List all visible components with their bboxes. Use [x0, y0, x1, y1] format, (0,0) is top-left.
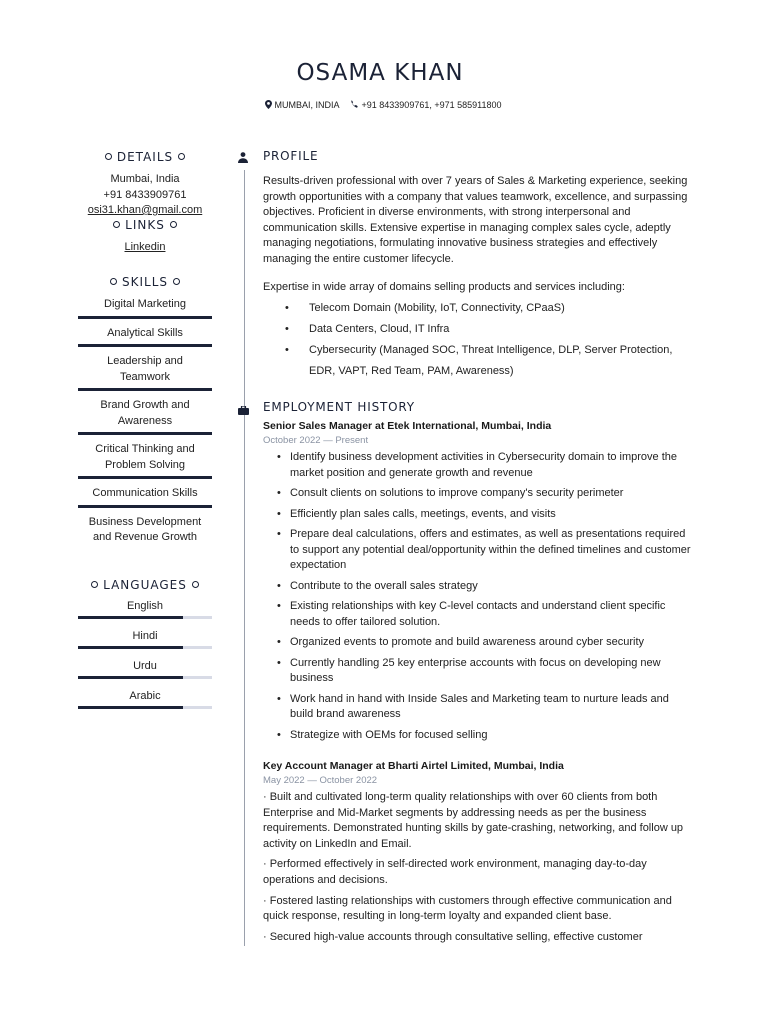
job-bullet: • Efficiently plan sales calls, meetings, events, and visits: [263, 507, 693, 523]
profile-summary: Results-driven professional with over 7 years of Sales & Marketing experience, seeking growth opportunities with a company that values teamwork, excellence, and surpassing objectives. Proficient in diverse environments, with strong interpersonal and communication skills. Extensive expertise in managing complex sales cycle, adeptly managing negotiations, formulating innovative business strategies and effectively managing the entire customer lifecycle.: [263, 175, 688, 265]
profile-section: [263, 174, 693, 382]
circle-icon: [178, 153, 185, 160]
location-pin-icon: [265, 100, 272, 111]
job-bullet: • Organized events to promote and build awareness around cyber security: [263, 635, 693, 651]
domain-item: • Cybersecurity (Managed SOC, Threat Intelligence, DLP, Server Protection, EDR, VAPT, Red Team, PAM, Awareness): [263, 340, 693, 382]
header-location: MUMBAI, INDIA: [274, 100, 340, 110]
person-icon: [238, 150, 248, 168]
expertise-intro: Expertise in wide array of domains selling products and services including:: [263, 280, 625, 293]
candidate-name: OSAMA KHAN: [296, 60, 464, 86]
links-heading: LINKS: [78, 216, 212, 234]
skill-item: Business Development and Revenue Growth: [88, 515, 202, 543]
job-bullet: • Existing relationships with key C-level contacts and understand client specific needs to offer tailored solution.: [277, 600, 666, 628]
bullet-icon: •: [277, 636, 281, 648]
phone-icon: [350, 100, 359, 111]
bullet-icon: •: [285, 344, 289, 357]
job-title: Senior Sales Manager at Etek International, Mumbai, India: [263, 420, 552, 432]
circle-icon: [170, 221, 177, 228]
details-phone: +91 8433909761: [103, 188, 187, 201]
details-heading: DETAILS: [78, 148, 212, 166]
job-paragraph: · Performed effectively in self-directed work environment, managing day-to-day operations and decisions.: [263, 858, 647, 886]
domain-item: • Telecom Domain (Mobility, IoT, Connectivity, CPaaS): [263, 298, 693, 319]
bullet-icon: •: [277, 656, 281, 669]
skill-item: Critical Thinking and Problem Solving: [78, 442, 212, 479]
language-item: English: [78, 599, 212, 619]
bullet-icon: •: [277, 579, 281, 592]
skills-heading: SKILLS: [78, 273, 212, 291]
circle-icon: [110, 278, 117, 285]
contact-line: [0, 100, 766, 111]
language-level-bar: [78, 616, 212, 619]
job-bullet: • Prepare deal calculations, offers and estimates, as well as presentations required to support any potential deal/opportunity within the defined timelines and customer expectation: [277, 528, 691, 571]
skill-item: Analytical Skills: [78, 326, 212, 348]
employment-section: [263, 420, 693, 950]
job-dates: May 2022 — October 2022: [263, 775, 378, 786]
job-bullet: • Identify business development activities in Cybersecurity domain to improve the market position and generate growth and revenue: [277, 451, 678, 479]
circle-icon: [91, 581, 98, 588]
bullet-icon: •: [277, 451, 281, 463]
job-paragraph: · Fostered lasting relationships with customers through effective communication and quick response, resulting in long-term loyalty and expanded client base.: [263, 894, 672, 923]
job-bullet: • Work hand in hand with Inside Sales and Marketing team to nurture leads and build brand awareness: [277, 692, 669, 720]
job-bullet: • Consult clients on solutions to improve company's security perimeter: [263, 486, 693, 502]
job-paragraph: · Secured high-value accounts through consultative selling, effective customer: [263, 930, 643, 943]
job-paragraph: · Built and cultivated long-term quality relationships with over 60 clients from both Enterprise and Mid-Market segments by addressing needs as per the business requirements. Demonstrated hunting skills by gate-crashing, networking, and follow up activity on LinkedIn and Email.: [263, 791, 684, 850]
job-dates: October 2022 — Present: [263, 435, 369, 446]
profile-heading: PROFILE: [263, 149, 319, 163]
bullet-icon: •: [285, 302, 289, 315]
header-phones: +91 8433909761, +971 585911800: [361, 100, 502, 110]
sidebar: [78, 148, 212, 719]
briefcase-icon: [238, 402, 249, 420]
language-level-bar: [78, 646, 212, 649]
bullet-icon: •: [277, 600, 281, 612]
language-level-bar: [78, 706, 212, 709]
skill-item: Communication Skills: [78, 486, 212, 508]
languages-heading: LANGUAGES: [78, 576, 212, 594]
employment-heading: EMPLOYMENT HISTORY: [263, 400, 415, 414]
bullet-icon: •: [285, 323, 289, 336]
bullet-icon: •: [277, 528, 281, 540]
skill-item: Leadership and Teamwork: [78, 354, 212, 391]
circle-icon: [105, 153, 112, 160]
bullet-icon: •: [277, 487, 281, 499]
bullet-icon: •: [277, 728, 281, 741]
job-bullet: • Contribute to the overall sales strategy: [263, 579, 693, 595]
skill-item: Brand Growth and Awareness: [78, 398, 212, 435]
domain-item: • Data Centers, Cloud, IT Infra: [263, 319, 693, 340]
language-item: Arabic: [78, 689, 212, 709]
skill-item: Digital Marketing: [78, 297, 212, 319]
details-city: Mumbai, India: [110, 173, 180, 185]
job-bullet: • Currently handling 25 key enterprise accounts with focus on developing new business: [277, 656, 661, 684]
circle-icon: [173, 278, 180, 285]
language-item: Hindi: [78, 629, 212, 649]
circle-icon: [192, 581, 199, 588]
circle-icon: [113, 221, 120, 228]
job-bullet: • Strategize with OEMs for focused selling: [263, 728, 693, 744]
job-title: Key Account Manager at Bharti Airtel Limited, Mumbai, India: [263, 760, 564, 772]
details-email-link[interactable]: osi31.khan@gmail.com: [87, 204, 203, 216]
language-level-bar: [78, 676, 212, 679]
bullet-icon: •: [277, 507, 281, 520]
timeline-rail: [244, 170, 245, 946]
linkedin-link[interactable]: Linkedin: [124, 240, 166, 253]
bullet-icon: •: [277, 692, 281, 705]
language-item: Urdu: [78, 659, 212, 679]
